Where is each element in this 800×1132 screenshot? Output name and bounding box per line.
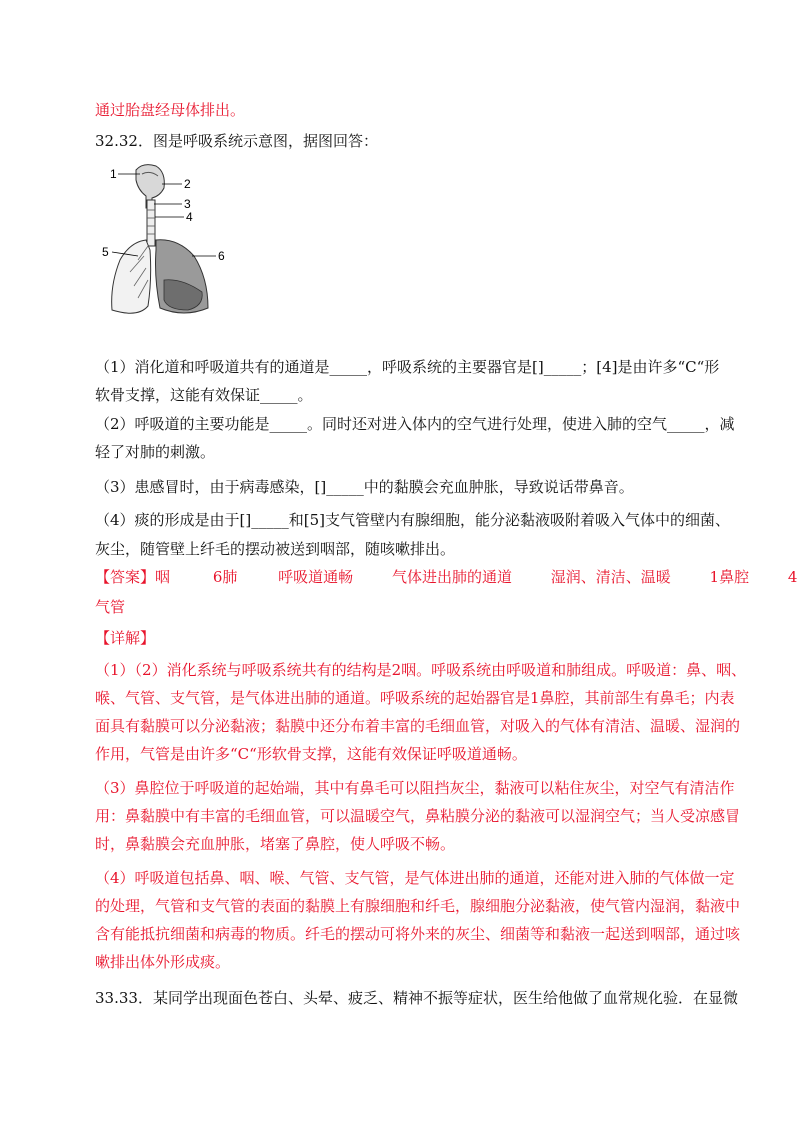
q32-part2-line2: 轻了对肺的刺激。: [95, 443, 216, 461]
figure-label-2: 2: [184, 177, 191, 191]
q32-part3-line1: （3）患感冒时，由于病毒感染，[]_____中的黏膜会充血肿胀，导致说话带鼻音。: [95, 478, 634, 496]
q32-part2-line1: （2）呼吸道的主要功能是_____。同时还对进入体内的空气进行处理，使进入肺的空气_____，减: [95, 415, 735, 433]
answer-5: 湿润、清洁、温暖: [550, 568, 671, 586]
q32-part4-line2: 灰尘，随管壁上纤毛的摆动被送到咽部，随咳嗽排出。: [95, 540, 456, 558]
detail-line: 作用，气管是由许多“C“形软骨支撑，这能有效保证呼吸道通畅。: [95, 745, 527, 763]
detail-line: 用：鼻黏膜中有丰富的毛细血管，可以温暖空气，鼻粘膜分泌的黏液可以湿润空气；当人受凉感冒: [95, 807, 741, 825]
answer-4: 气体进出肺的通道: [391, 568, 512, 586]
q32-part1-line1: （1）消化道和呼吸道共有的通道是_____，呼吸系统的主要器官是[]_____；[4]是由许多“C“形: [95, 358, 720, 376]
answer-line-2: 气管: [95, 598, 126, 616]
q32-part1-line2: 软骨支撑，这能有效保证_____。: [95, 386, 313, 404]
detail-line: （4）呼吸道包括鼻、咽、喉、气管、支气管，是气体进出肺的通道，还能对进入肺的气体做一定: [95, 869, 735, 887]
answer-6: 1鼻腔: [709, 568, 750, 586]
detail-line: （3）鼻腔位于呼吸道的起始端，其中有鼻毛可以阻挡灰尘，黏液可以粘住灰尘，对空气有清洁作: [95, 779, 735, 797]
question-32-title: 32.32．图是呼吸系统示意图，据图回答：: [95, 132, 378, 150]
answer-line: [95, 567, 797, 587]
answer-3: 呼吸道通畅: [278, 568, 354, 586]
answer-1: 咽: [155, 568, 171, 586]
figure-label-5: 5: [102, 245, 109, 259]
detail-line: 嗽排出体外形成痰。: [95, 953, 231, 971]
figure-label-4: 4: [186, 210, 193, 224]
answer-label: 【答案】: [95, 568, 156, 586]
figure-label-6: 6: [218, 249, 225, 263]
answer-2: 6肺: [212, 568, 238, 586]
figure-label-3: 3: [184, 197, 191, 211]
detail-line: 含有能抵抗细菌和病毒的物质。纤毛的摆动可将外来的灰尘、细菌等和黏液一起送到咽部，通过咳: [95, 925, 741, 943]
detail-line: 的处理，气管和支气管的表面的黏膜上有腺细胞和纤毛，腺细胞分泌黏液，使气管内湿润，黏液中: [95, 897, 741, 915]
detail-line: 时，鼻黏膜会充血肿胀，堵塞了鼻腔，使人呼吸不畅。: [95, 835, 456, 853]
previous-answer-tail: 通过胎盘经母体排出。: [95, 101, 246, 119]
detail-line: 喉、气管、支气管，是气体进出肺的通道。呼吸系统的起始器官是1鼻腔，其前部生有鼻毛；内表: [95, 689, 735, 707]
answer-7: 4: [787, 568, 798, 586]
respiratory-system-figure: [102, 160, 238, 320]
figure-label-1: 1: [110, 167, 117, 181]
detail-label: 【详解】: [95, 629, 156, 647]
q32-part4-line1: （4）痰的形成是由于[]_____和[5]支气管壁内有腺细胞，能分泌黏液吸附着吸入气体中的细菌、: [95, 511, 730, 529]
question-33-title: 33.33．某同学出现面色苍白、头晕、疲乏、精神不振等症状，医生给他做了血常规化验．在显微: [95, 989, 738, 1007]
detail-line: （1）（2）消化系统与呼吸系统共有的结构是2咽。呼吸系统由呼吸道和肺组成。呼吸道：鼻、咽、: [95, 661, 747, 679]
detail-line: 面具有黏膜可以分泌黏液；黏膜中还分布着丰富的毛细血管，对吸入的气体有清洁、温暖、湿润的: [95, 717, 741, 735]
